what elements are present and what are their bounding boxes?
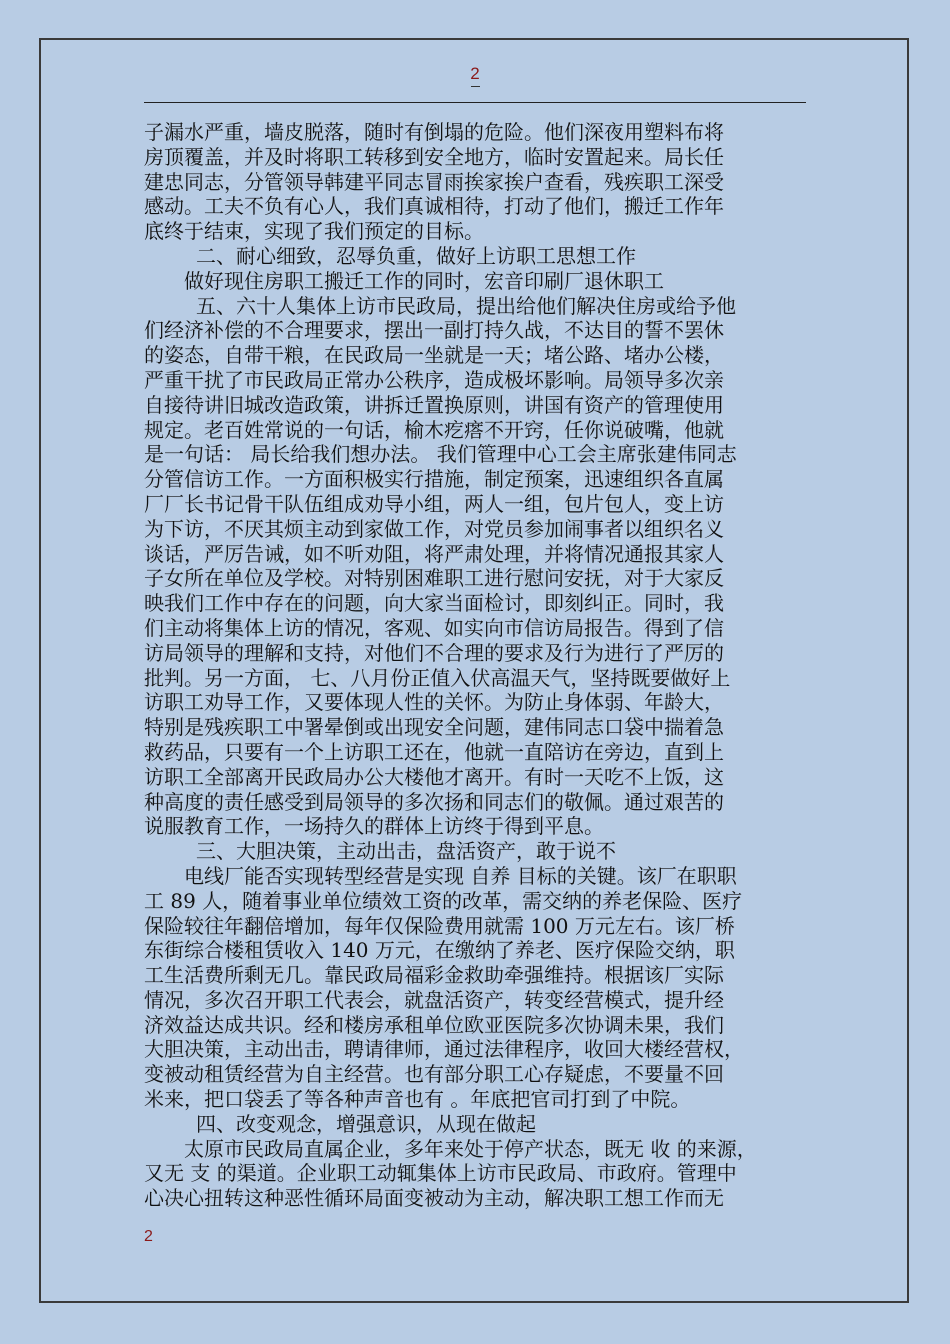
- text-line: 是一句话： 局长给我们想办法。 我们管理中心工会主席张建伟同志: [144, 442, 737, 467]
- text-line: 们主动将集体上访的情况，客观、如实向市信访局报告。得到了信: [144, 615, 724, 640]
- text-line: 们经济补偿的不合理要求，摆出一副打持久战，不达目的誓不罢休: [144, 318, 724, 343]
- text-line: 工 89 人，随着事业单位绩效工资的改革，需交纳的养老保险、医疗: [144, 888, 743, 913]
- text-line: 房顶覆盖，并及时将职工转移到安全地方，临时安置起来。局长任: [144, 144, 724, 169]
- text-line: 心决心扭转这种恶性循环局面变被动为主动，解决职工想工作而无: [144, 1186, 724, 1211]
- text-line: 建忠同志，分管领导韩建平同志冒雨挨家挨户查看，残疾职工深受: [144, 169, 724, 194]
- section-heading: 二、耐心细致，忍辱负重，做好上访职工思想工作: [196, 243, 636, 268]
- text-line: 访局领导的理解和支持，对他们不合理的要求及行为进行了严厉的: [144, 640, 724, 665]
- text-line: 分管信访工作。一方面积极实行措施，制定预案，迅速组织各直属: [144, 467, 724, 492]
- text-line: 保险较往年翻倍增加，每年仅保险费用就需 100 万元左右。该厂桥: [144, 913, 735, 938]
- text-line: 东街综合楼租赁收入 140 万元，在缴纳了养老、医疗保险交纳，职: [144, 938, 735, 963]
- text-line: 为下访，不厌其烦主动到家做工作，对党员参加闹事者以组织名义: [144, 516, 724, 541]
- text-line: 厂厂长书记骨干队伍组成劝导小组，两人一组，包片包人，变上访: [144, 491, 724, 516]
- text-line: 米来，把口袋丢了等各种声音也有 。年底把官司打到了中院。: [144, 1087, 691, 1112]
- document-body: [144, 120, 810, 1211]
- text-line: 映我们工作中存在的问题，向大家当面检讨，即刻纠正。同时，我: [144, 591, 724, 616]
- footer-page-number: 2: [144, 1228, 153, 1245]
- text-line: 济效益达成共识。经和楼房承租单位欧亚医院多次协调未果，我们: [144, 1012, 724, 1037]
- text-line: 电线厂能否实现转型经营是实现 自养 目标的关键。该厂在职职: [184, 863, 737, 888]
- text-line: 子女所在单位及学校。对特别困难职工进行慰问安抚，对于大家反: [144, 566, 724, 591]
- text-line: 大胆决策，主动出击，聘请律师，通过法律程序，收回大楼经营权，: [144, 1037, 744, 1062]
- text-line: 太原市民政局直属企业，多年来处于停产状态，既无 收 的来源，: [184, 1136, 757, 1161]
- section-heading: 三、大胆决策，主动出击，盘活资产，敢于说不: [196, 839, 616, 864]
- text-line: 的姿态，自带干粮，在民政局一坐就是一天；堵公路、堵办公楼，: [144, 343, 724, 368]
- text-line: 自接待讲旧城改造政策，讲拆迁置换原则，讲国有资产的管理使用: [144, 392, 724, 417]
- text-line: 谈话，严厉告诫，如不听劝阻，将严肃处理，并将情况通报其家人: [144, 541, 724, 566]
- text-line: 子漏水严重，墙皮脱落，随时有倒塌的危险。他们深夜用塑料布将: [144, 120, 724, 144]
- text-line: 特别是残疾职工中署晕倒或出现安全问题，建伟同志口袋中揣着急: [144, 715, 724, 740]
- text-line: 感动。工夫不负有心人，我们真诚相待，打动了他们，搬迁工作年: [144, 194, 724, 219]
- page-number-underline: [471, 86, 480, 87]
- text-line: 五、六十人集体上访市民政局，提出给他们解决住房或给予他: [196, 293, 736, 318]
- text-line: 底终于结束，实现了我们预定的目标。: [144, 219, 484, 244]
- text-line: 严重干扰了市民政局正常办公秩序，造成极坏影响。局领导多次亲: [144, 367, 724, 392]
- section-heading: 四、改变观念，增强意识，从现在做起: [196, 1111, 536, 1136]
- text-line: 做好现住房职工搬迁工作的同时，宏音印刷厂退休职工: [184, 268, 664, 293]
- text-line: 种高度的责任感受到局领导的多次扬和同志们的敬佩。通过艰苦的: [144, 789, 724, 814]
- text-line: 情况，多次召开职工代表会，就盘活资产，转变经营模式，提升经: [144, 987, 724, 1012]
- text-line: 工生活费所剩无几。靠民政局福彩金救助牵强维持。根据该厂实际: [144, 963, 724, 988]
- text-line: 说服教育工作，一场持久的群体上访终于得到平息。: [144, 814, 604, 839]
- text-line: 访职工劝导工作，又要体现人性的关怀。为防止身体弱、年龄大，: [144, 690, 724, 715]
- text-line: 又无 支 的渠道。企业职工动辄集体上访市民政局、市政府。管理中: [144, 1161, 737, 1186]
- text-line: 救药品，只要有一个上访职工还在，他就一直陪访在旁边，直到上: [144, 739, 724, 764]
- text-line: 访职工全部离开民政局办公大楼他才离开。有时一天吃不上饭，这: [144, 764, 724, 789]
- text-line: 变被动租赁经营为自主经营。也有部分职工心存疑虑，不要量不回: [144, 1062, 724, 1087]
- text-line: 批判。另一方面， 七、八月份正值入伏高温天气，坚持既要做好上: [144, 665, 731, 690]
- header-rule: [144, 102, 806, 103]
- header-page-number: 2: [465, 64, 485, 84]
- text-line: 规定。老百姓常说的一句话，榆木疙瘩不开窍，任你说破嘴，他就: [144, 417, 724, 442]
